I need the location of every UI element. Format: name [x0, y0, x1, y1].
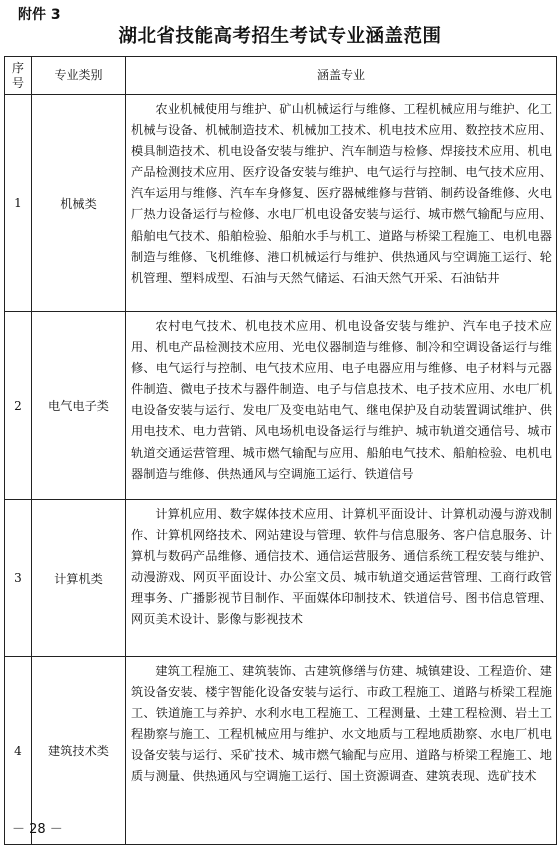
row-majors: 农村电气技术、机电技术应用、机电设备安装与维护、汽车电子技术应用、机电产品检测技术应用、光电仪器制造与维修、制冷和空调设备运行与维修、电气运行与控制、电气技术应用、电子电器应用与维修、电子材料与元器件制造、微电子技术与器件制造、电子与信息技术、电子技术应用、水电厂机电设备安装与运行、发电厂及变电站电气、继电保护及自动装置调试维护、供用电技术、电力营销、风电场机电设备运行与维护、城市轨道交通信号、城市轨道交通运营管理、城市燃气输配与应用、船舶电气技术、船舶检验、电机电器制造与维修、供热通风与空调施工运行、铁道信号 — [126, 312, 557, 500]
table-row — [5, 657, 557, 845]
header-seq: 序号 — [5, 57, 32, 95]
row-seq: 2 — [5, 312, 32, 500]
row-category: 计算机类 — [32, 500, 126, 657]
major-coverage-table — [4, 56, 557, 845]
header-majors: 涵盖专业 — [126, 57, 557, 95]
table-header-row — [5, 57, 557, 95]
row-category: 建筑技术类 — [32, 657, 126, 845]
header-category: 专业类别 — [32, 57, 126, 95]
table-row — [5, 500, 557, 657]
row-majors: 建筑工程施工、建筑装饰、古建筑修缮与仿建、城镇建设、工程造价、建筑设备安装、楼宇智能化设备安装与运行、市政工程施工、道路与桥梁工程施工、铁道施工与养护、水利水电工程施工、工程测量、土建工程检测、岩土工程勘察与施工、工程机械应用与维护、水文地质与工程地质勘察、水电厂机电设备安装与运行、采矿技术、城市燃气输配与应用、道路与桥梁工程施工、地质与测量、供热通风与空调施工运行、国土资源调查、建筑表现、选矿技术 — [126, 657, 557, 845]
page-number: － 28 － — [12, 822, 63, 837]
table-row — [5, 95, 557, 312]
row-seq: 1 — [5, 95, 32, 312]
row-majors: 计算机应用、数字媒体技术应用、计算机平面设计、计算机动漫与游戏制作、计算机网络技术、网站建设与管理、软件与信息服务、客户信息服务、计算机与数码产品维修、通信技术、通信运营服务、通信系统工程安装与维护、动漫游戏、网页平面设计、办公室文员、城市轨道交通运营管理、工商行政管理事务、广播影视节目制作、平面媒体印制技术、铁道信号、图书信息管理、网页美术设计、影像与影视技术 — [126, 500, 557, 657]
row-seq: 3 — [5, 500, 32, 657]
table-row — [5, 312, 557, 500]
row-seq: 4 — [5, 657, 32, 845]
row-majors: 农业机械使用与维护、矿山机械运行与维修、工程机械应用与维护、化工机械与设备、机械制造技术、机械加工技术、机电技术应用、数控技术应用、模具制造技术、机电设备安装与维护、汽车制造与检修、焊接技术应用、机电产品检测技术应用、医疗设备安装与维护、电气运行与控制、电气技术应用、汽车运用与维修、汽车车身修复、医疗器械维修与营销、制药设备维修、火电厂热力设备运行与检修、水电厂机电设备安装与运行、城市燃气输配与应用、船舶电气技术、船舶检验、船舶水手与机工、道路与桥梁工程施工、电机电器制造与维修、飞机维修、港口机械运行与维护、供热通风与空调施工运行、轮机管理、塑料成型、石油与天然气储运、石油天然气开采、石油钻井 — [126, 95, 557, 312]
attachment-label: 附件 3 — [18, 7, 61, 23]
row-category: 电气电子类 — [32, 312, 126, 500]
document-title: 湖北省技能高考招生考试专业涵盖范围 — [118, 26, 442, 47]
row-category: 机械类 — [32, 95, 126, 312]
